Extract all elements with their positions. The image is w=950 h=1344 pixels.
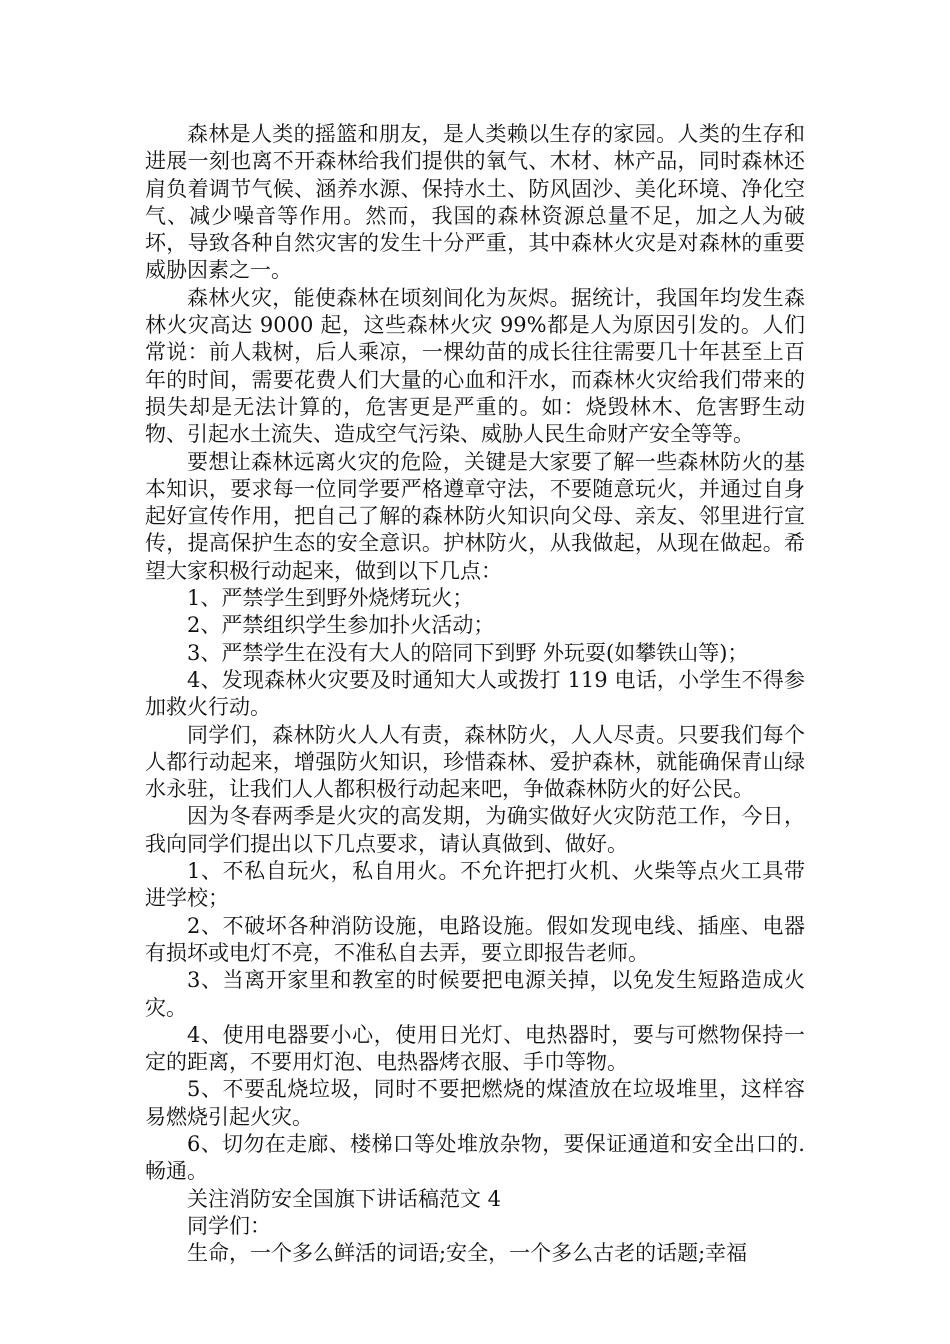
list-item-rule-1: 1、严禁学生到野外烧烤玩火； (187, 586, 474, 611)
salutation: 同学们： (187, 1213, 271, 1238)
list-item-rule-2: 2、严禁组织学生参加扑火活动； (187, 613, 495, 638)
paragraph-forest-intro: 森林是人类的摇篮和朋友，是人类赖以生存的家园。人类的生存和进展一刻也离不开森林给我们提供的氧气、木材、林产品，同时森林还肩负着调节气候、涵养水源、保持水土、防风固沙、美化环境、净化空气、减少噪音等作用。然而，我国的森林资源总量不足，加之人为破坏，导致各种自然灾害的发生十分严重，其中森林火灾是对森林的重要威胁因素之一。 (145, 122, 805, 283)
section-title: 关注消防安全国旗下讲话稿范文 4 (187, 1186, 502, 1211)
list-item-requirement-4: 4、使用电器要小心，使用日光灯、电热器时，要与可燃物保持一定的距离，不要用灯泡、电热器烤衣服、手巾等物。 (145, 1022, 805, 1075)
list-item-requirement-1: 1、不私自玩火，私自用火。不允许把打火机、火柴等点火工具带进学校； (145, 859, 805, 911)
list-item-requirement-6: 6、切勿在走廊、楼梯口等处堆放杂物，要保证通道和安全出口的.畅通。 (145, 1131, 805, 1184)
paragraph-responsibility: 同学们，森林防火人人有责，森林防火，人人尽责。只要我们每个人都行动起来，增强防火知识，珍惜森林、爱护森林，就能确保青山绿水永驻，让我们人人都积极行动起来吧，争做森林防火的好公民。 (145, 722, 805, 802)
list-item-requirement-3: 3、当离开家里和教室的时候要把电源关掉，以免发生短路造成火灾。 (145, 968, 805, 1020)
paragraph-life-safety: 生命，一个多么鲜活的词语;安全，一个多么古老的话题;幸福 (187, 1241, 748, 1266)
document-body (145, 121, 805, 1267)
list-item-requirement-5: 5、不要乱烧垃圾，同时不要把燃烧的煤渣放在垃圾堆里，这样容易燃烧引起火灾。 (145, 1077, 805, 1129)
list-item-rule-3: 3、严禁学生在没有大人的陪同下到野 外玩耍(如攀铁山等)； (187, 640, 749, 665)
paragraph-winter-spring: 因为冬春两季是火灾的高发期，为确实做好火灾防范工作，今日，我向同学们提出以下几点要求，请认真做到、做好。 (145, 804, 805, 856)
list-item-rule-4: 4、发现森林火灾要及时通知大人或拨打 119 电话，小学生不得参加救火行动。 (145, 667, 805, 720)
paragraph-fire-prevention: 要想让森林远离火灾的危险，关键是大家要了解一些森林防火的基本知识，要求每一位同学要严格遵章守法，不要随意玩火，并通过自身起好宣传作用，把自己了解的森林防火知识向父母、亲友、邻里进行宣传，提高保护生态的安全意识。护林防火，从我做起，从现在做起。希望大家积极行动起来，做到以下几点： (145, 449, 805, 583)
list-item-requirement-2: 2、不破坏各种消防设施，电路设施。假如发现电线、插座、电器有损坏或电灯不亮，不准私自去弄，要立即报告老师。 (145, 913, 805, 965)
paragraph-forest-fire: 森林火灾，能使森林在顷刻间化为灰烬。据统计，我国年均发生森林火灾高达 9000 起，这些森林火灾 99%都是人为原因引发的。人们常说：前人栽树，后人乘凉，一棵幼苗的成长往往需要几十年甚至上百年的时间，需要花费人们大量的心血和汗水，而森林火灾给我们带来的损失却是无法计算的，危害更是严重的。如：烧毁林木、危害野生动物、引起水土流失、造成空气污染、威胁人民生命财产安全等等。 (145, 285, 805, 447)
